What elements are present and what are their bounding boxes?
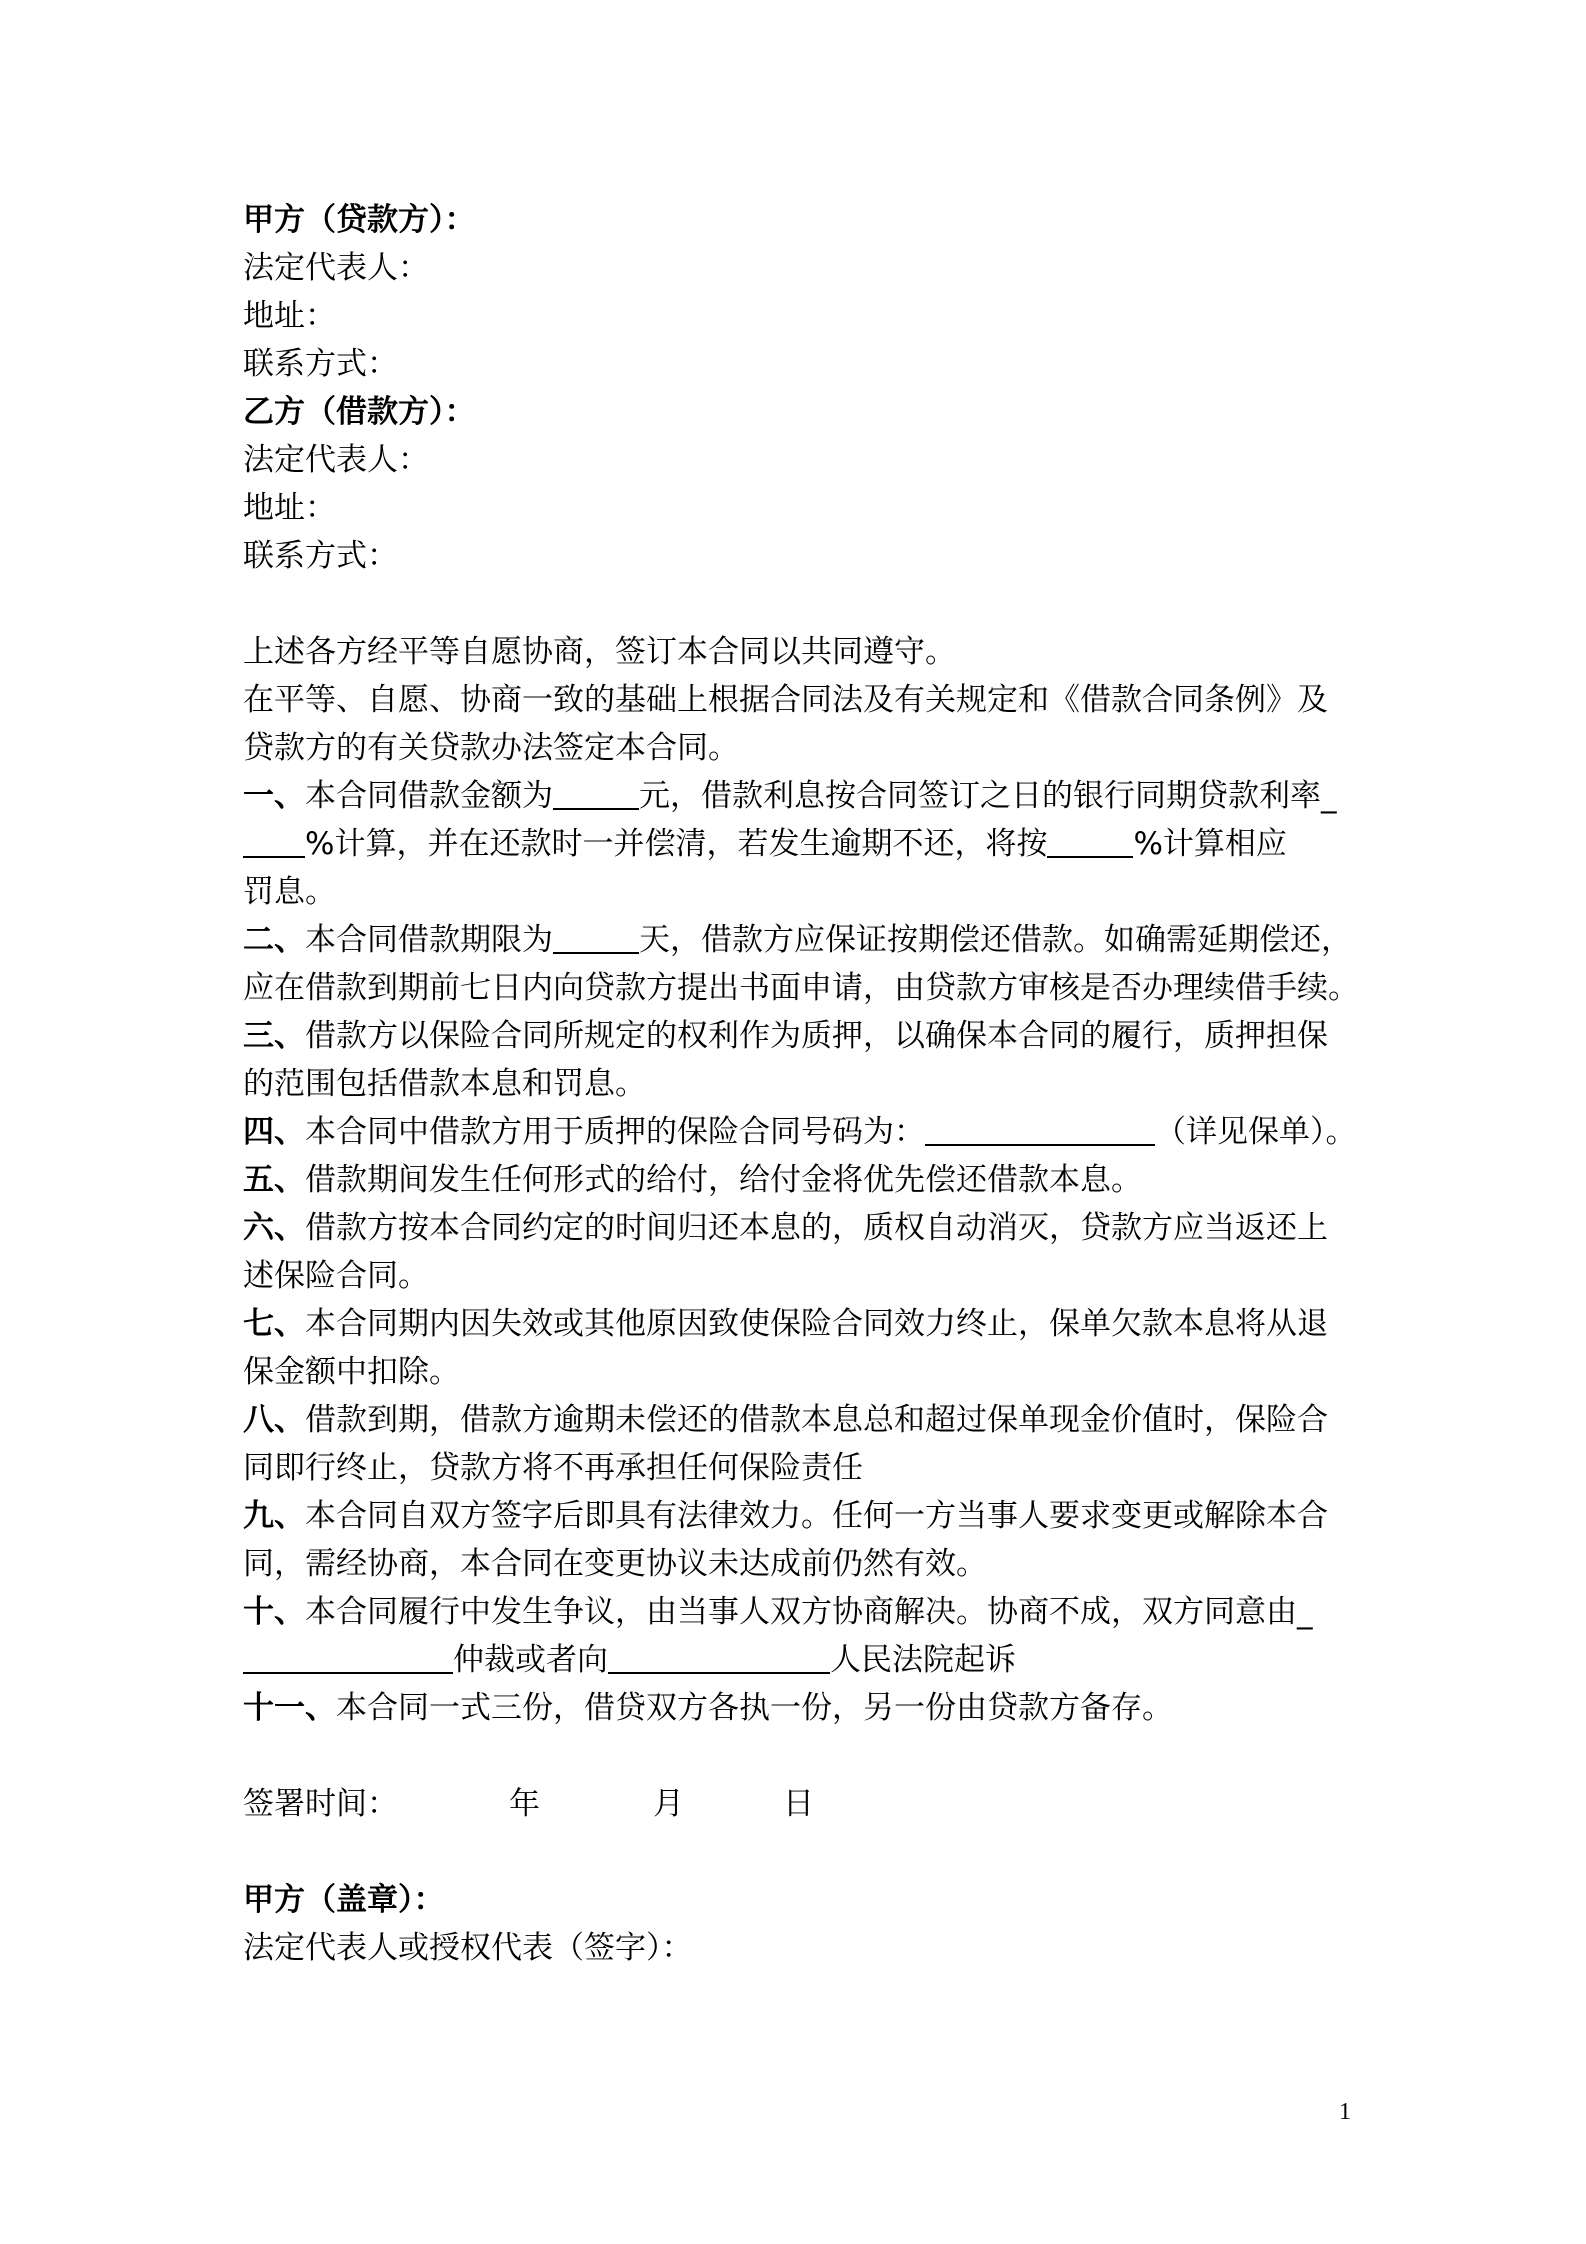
clause-10-text-a: 本合同履行中发生争议，由当事人双方协商解决。协商不成，双方同意由_: [305, 1594, 1313, 1630]
clause-3-line-2: 的范围包括借款本息和罚息。: [243, 1066, 646, 1102]
clause-4-text-b: （详见保单）。: [1155, 1114, 1357, 1150]
signing-month-label: 月: [653, 1786, 684, 1822]
contract-body: [243, 196, 1373, 1972]
clause-7-line-1: [243, 1300, 1373, 1348]
spacer: [243, 1732, 1373, 1780]
clause-1-label: 一、: [243, 778, 305, 814]
clause-10-line-2: [243, 1636, 1373, 1684]
clause-4-text-a: 本合同中借款方用于质押的保险合同号码为：: [305, 1114, 925, 1150]
loan-amount-blank[interactable]: [553, 778, 639, 810]
signing-date-row: [243, 1780, 1373, 1828]
arbitration-body-blank[interactable]: [243, 1642, 453, 1674]
signing-year-label: 年: [509, 1786, 540, 1822]
penalty-rate-blank[interactable]: [1047, 826, 1133, 858]
spacer: [243, 580, 1373, 628]
clause-6-label: 六、: [243, 1210, 305, 1246]
clause-11-text-a: 本合同一式三份，借贷双方各执一份，另一份由贷款方备存。: [336, 1690, 1173, 1726]
party-b-address: 地址：: [243, 490, 336, 526]
party-b-rep: 法定代表人：: [243, 442, 429, 478]
clause-5-line-1: [243, 1156, 1373, 1204]
clause-10-line-1: [243, 1588, 1373, 1636]
clause-2-line-2: 应在借款到期前七日内向贷款方提出书面申请，由贷款方审核是否办理续借手续。: [243, 970, 1359, 1006]
spacer: [243, 1828, 1373, 1876]
clause-8-text-a: 借款到期，借款方逾期未偿还的借款本息总和超过保单现金价值时，保险合: [305, 1402, 1328, 1438]
clause-6-text-a: 借款方按本合同约定的时间归还本息的，质权自动消灭，贷款方应当返还上: [305, 1210, 1328, 1246]
clause-8-label: 八、: [243, 1402, 305, 1438]
clause-5-label: 五、: [243, 1162, 305, 1198]
clause-6-line-2: 述保险合同。: [243, 1258, 429, 1294]
party-a-heading: 甲方（贷款方）：: [243, 202, 476, 238]
clause-1-line-3: 罚息。: [243, 874, 336, 910]
clause-8-line-1: [243, 1396, 1373, 1444]
clause-1-text-c: %计算，并在还款时一并偿清，若发生逾期不还，将按: [305, 826, 1048, 862]
clause-1-line-1: [243, 772, 1373, 820]
signing-day-label: 日: [783, 1786, 814, 1822]
clause-2-label: 二、: [243, 922, 305, 958]
clause-4-label: 四、: [243, 1114, 305, 1150]
clause-1-text-a: 本合同借款金额为: [305, 778, 553, 814]
clause-10-label: 十、: [243, 1594, 305, 1630]
intro-line-1: 上述各方经平等自愿协商，签订本合同以共同遵守。: [243, 634, 956, 670]
page-number: 1: [1339, 2099, 1351, 2125]
clause-9-line-2: 同，需经协商，本合同在变更协议未达成前仍然有效。: [243, 1546, 987, 1582]
clause-11-line-1: [243, 1684, 1373, 1732]
party-a-address: 地址：: [243, 298, 336, 334]
clause-1-text-b: 元，借款利息按合同签订之日的银行同期贷款利率_: [639, 778, 1337, 814]
loan-term-blank[interactable]: [553, 922, 639, 954]
clause-3-label: 三、: [243, 1018, 305, 1054]
clause-9-line-1: [243, 1492, 1373, 1540]
court-name-blank[interactable]: [608, 1642, 830, 1674]
clause-10-text-b: 仲裁或者向: [453, 1642, 608, 1678]
clause-1-line-2: [243, 820, 1373, 868]
clause-3-text-a: 借款方以保险合同所规定的权利作为质押，以确保本合同的履行，质押担保: [305, 1018, 1328, 1054]
policy-number-blank[interactable]: [925, 1114, 1155, 1146]
rep-signature-label: 法定代表人或授权代表（签字）：: [243, 1930, 693, 1966]
clause-2-text-a: 本合同借款期限为: [305, 922, 553, 958]
clause-2-line-1: [243, 916, 1373, 964]
intro-line-3: 贷款方的有关贷款办法签定本合同。: [243, 730, 739, 766]
clause-6-line-1: [243, 1204, 1373, 1252]
party-a-seal-label: 甲方（盖章）：: [243, 1882, 445, 1918]
clause-3-line-1: [243, 1012, 1373, 1060]
clause-9-label: 九、: [243, 1498, 305, 1534]
clause-7-text-a: 本合同期内因失效或其他原因致使保险合同效力终止，保单欠款本息将从退: [305, 1306, 1328, 1342]
party-a-rep: 法定代表人：: [243, 250, 429, 286]
clause-10-text-c: 人民法院起诉: [830, 1642, 1016, 1678]
intro-line-2: 在平等、自愿、协商一致的基础上根据合同法及有关规定和《借款合同条例》及: [243, 682, 1328, 718]
interest-rate-blank[interactable]: [243, 826, 305, 858]
signing-time-label: 签署时间：: [243, 1786, 398, 1822]
clause-8-line-2: 同即行终止，贷款方将不再承担任何保险责任: [243, 1450, 863, 1486]
clause-5-text-a: 借款期间发生任何形式的给付，给付金将优先偿还借款本息。: [305, 1162, 1142, 1198]
party-b-contact: 联系方式：: [243, 538, 398, 574]
clause-9-text-a: 本合同自双方签字后即具有法律效力。任何一方当事人要求变更或解除本合: [305, 1498, 1328, 1534]
clause-11-label: 十一、: [243, 1690, 336, 1726]
clause-7-label: 七、: [243, 1306, 305, 1342]
party-b-heading: 乙方（借款方）：: [243, 394, 476, 430]
clause-1-text-d: %计算相应: [1133, 826, 1287, 862]
clause-4-line-1: [243, 1108, 1373, 1156]
clause-7-line-2: 保金额中扣除。: [243, 1354, 460, 1390]
clause-2-text-b: 天，借款方应保证按期偿还借款。如确需延期偿还，: [639, 922, 1352, 958]
party-a-contact: 联系方式：: [243, 346, 398, 382]
